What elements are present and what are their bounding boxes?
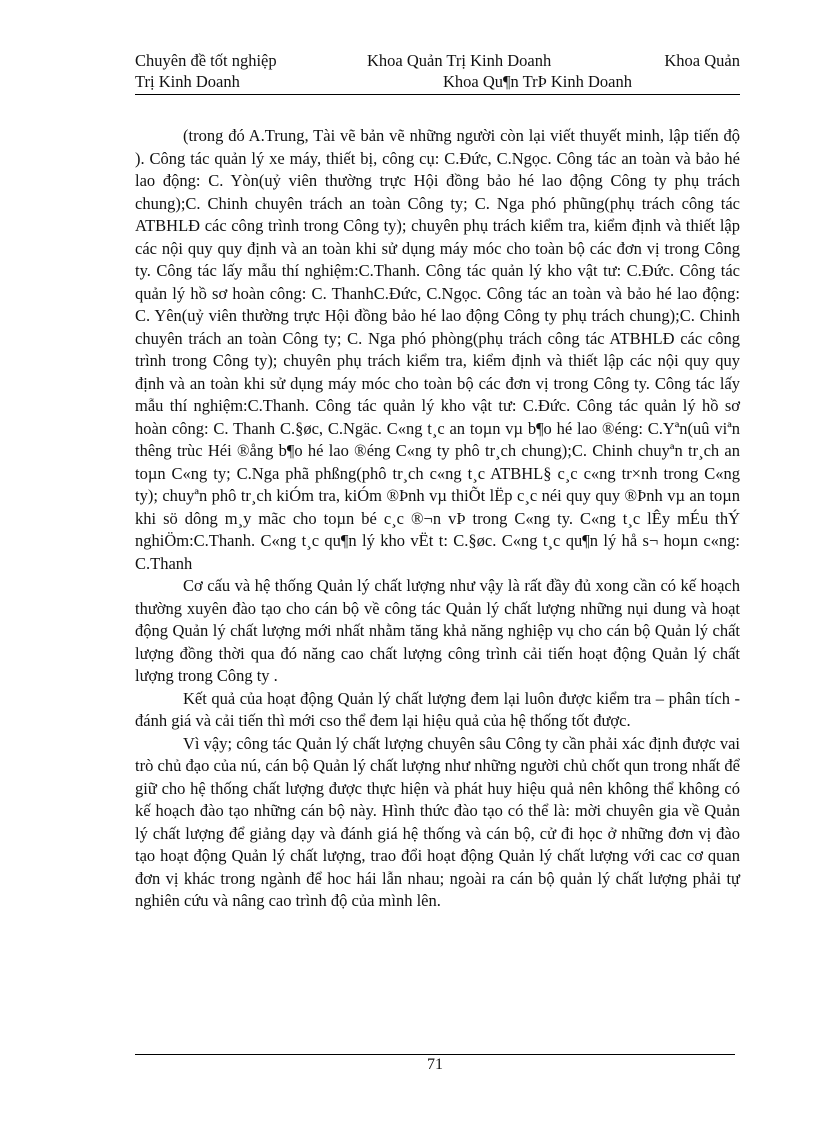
paragraph-staff-responsibilities: (trong đó A.Trung, Tài vẽ bản vẽ những người còn lại viết thuyết minh, lập tiến độ ). Công tác quản lý xe máy, thiết bị, công cụ: C.Đức, C.Ngọc. Công tác an toàn và bảo hé lao động: C. Yòn(uỷ viên thường trực Hội đồng bảo hé lao động Công ty phụ trách chung);C. Chinh chuyên trách an toàn Công ty; C. Nga phó phũng(phụ trách công tác ATBHLĐ các công trình trong Công ty); chuyên phụ trách kiểm tra, kiểm định và thiết lập các nội quy quy định và an toàn khi sử dụng máy móc cho toàn bộ các đơn vị trong Công ty. Công tác lấy mẫu thí nghiệm:C.Thanh. Công tác quản lý kho vật tư: C.Đức. Công tác quản lý hồ sơ hoàn công: C. ThanhC.Đức, C.Ngọc. Công tác an toàn và bảo hé lao động: C. Yên(uỷ viên thường trực Hội đồng bảo hé lao động Công ty phụ trách chung);C. Chinh chuyên trách an toàn Công ty; C. Nga phó phòng(phụ trách công tác ATBHLĐ các công trình trong Công ty); chuyên phụ trách kiểm tra, kiểm định và thiết lập các nội quy quy định và an toàn khi sử dụng máy móc cho toàn bộ các đơn vị trong Công ty. Công tác lấy mẫu thí nghiệm:C.Thanh. Công tác quản lý kho vật tư: C.Đức. Công tác quản lý hồ sơ hoàn công: C. Thanh C.§øc, C.Ngäc. C«ng t¸c an toµn vµ b¶o hé lao ®éng: C.Yªn(uû viªn thêng trùc Héi ®ång b¶o hé lao ®éng C«ng ty phô tr¸ch chung);C. Chinh chuyªn tr¸ch an toµn C«ng ty; C.Nga phã phßng(phô tr¸ch c«ng t¸c ATBHL§ c¸c c«ng tr×nh trong C«ng ty); chuyªn phô tr¸ch kiÓm tra, kiÓm ®Þnh vµ thiÕt lËp c¸c néi quy quy ®Þnh vµ an toµn khi sö dông m¸y mãc cho toµn bé c¸c ®¬n vÞ trong C«ng ty. C«ng t¸c lÊy mÉu thÝ nghiÖm:C.Thanh. C«ng t¸c qu¶n lý kho vËt t: C.§øc. C«ng t¸c qu¶n lý hå s¬ hoµn c«ng: C.Thanh (135, 126, 740, 573)
paragraph-quality-structure: Cơ cấu và hệ thống Quản lý chất lượng như vậy là rất đầy đủ xong cần có kế hoạch thường xuyên đào tạo cho cán bộ về công tác Quản lý chất lượng những nụi dung và hoạt động Quản lý chất lượng mới nhất nhằm tăng khả năng nghiệp vụ cho cán bộ Quản lý chất lượng đồng thời qua đó năng cao chất lượng công trình cải tiến hoạt động Quản lý chất lượng trong Công ty . (135, 576, 740, 685)
page-header (135, 50, 740, 95)
footer-divider (135, 1054, 735, 1055)
header-faculty-name: Khoa Quản Trị Kinh Doanh (367, 51, 552, 70)
header-line-1 (135, 50, 740, 71)
header-faculty-name-continued: Trị Kinh Doanh (135, 72, 240, 91)
header-faculty-name-repeat: Khoa Quản (664, 51, 740, 70)
paragraph-training: Vì vậy; công tác Quản lý chất lượng chuyên sâu Công ty cần phải xác định được vai trò chủ đạo của nú, cán bộ Quản lý chất lượng như những người chủ chốt qun trong nhất để giữ cho hệ thống chất lượng được thực hiện và phát huy hiệu quả nên không thể không có kế hoạch đào tạo những cán bộ này. Hình thức đào tạo có thể là: mời chuyên gia về Quản lý chất lượng để giảng dạy và đánh giá hệ thống và cán bộ, cử đi học ở những đơn vị đào tạo hoạt động Quản lý chất lượng, trao đổi hoạt động Quản lý chất lượng với cac cơ quan đơn vị khác trong ngành để hoc hái lẫn nhau; ngoài ra cán bộ quản lý chất lượng phải tự nghiên cứu và nâng cao trình độ của mình lên. (135, 733, 740, 910)
header-thesis-label: Chuyên đề tốt nghiệp (135, 51, 277, 70)
page-number: 71 (427, 1056, 443, 1073)
header-faculty-name-garbled: Khoa Qu¶n TrÞ Kinh Doanh (443, 72, 632, 91)
document-body (135, 125, 740, 913)
header-line-2 (135, 71, 740, 92)
paragraph-quality-results: Kết quả của hoạt động Quản lý chất lượng đem lại luôn được kiểm tra – phân tích - đánh giá và cải tiến thì mới cso thể đem lại hiệu quả của hệ thống tốt được. (135, 688, 740, 730)
